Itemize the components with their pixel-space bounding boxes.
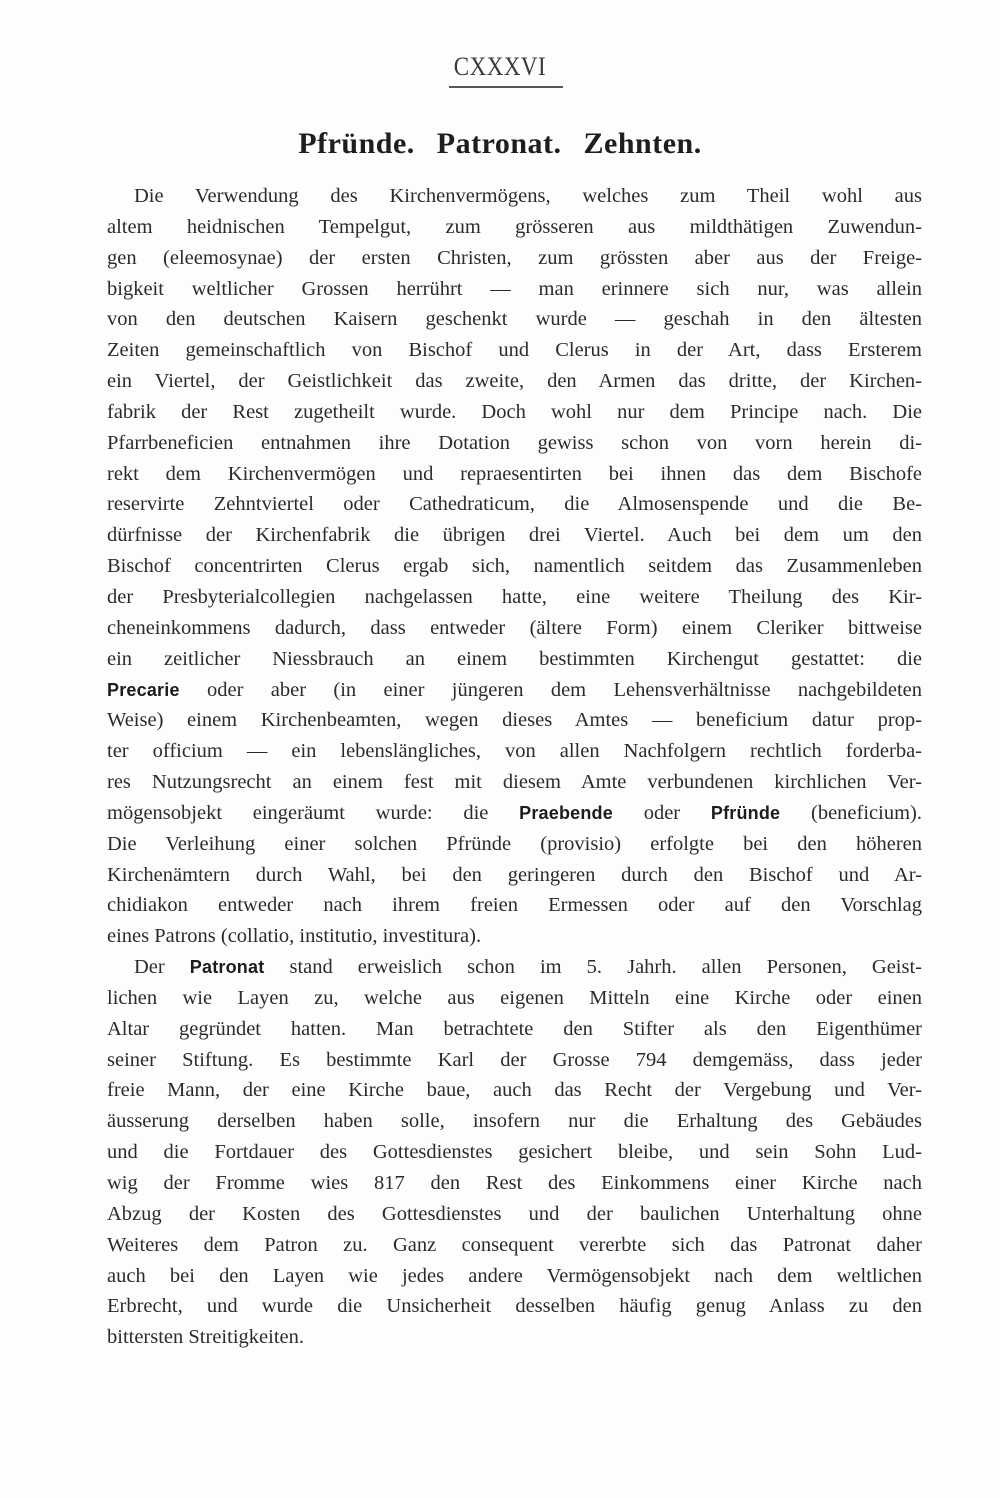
text-run: ter officium — ein lebenslängliches, von allen Nachfolgern rechtlich forderba-: [107, 740, 922, 763]
text-run: dürfnisse der Kirchenfabrik die übrigen drei Viertel. Auch bei dem um den: [107, 524, 922, 547]
paragraph-patronat: [107, 952, 922, 1353]
text-run: ein Viertel, der Geistlichkeit das zweite, den Armen das dritte, der Kirchen-: [107, 370, 922, 393]
text-line: [107, 1045, 922, 1076]
text-line: [107, 798, 922, 829]
text-line: [107, 489, 922, 520]
text-line: [107, 1168, 922, 1199]
text-run: ein zeitlicher Niessbrauch an einem bestimmten Kirchengut gestattet: die: [107, 647, 922, 670]
text-line: [107, 274, 922, 305]
text-line: [107, 890, 922, 921]
text-run: (beneficium).: [780, 801, 922, 824]
text-run: cheneinkommens dadurch, dass entweder (ältere Form) einem Cleriker bittweise: [107, 616, 922, 639]
text-line: [107, 335, 922, 366]
text-run: reservirte Zehntviertel oder Cathedraticum, die Almosenspende und die Be-: [107, 493, 922, 516]
text-run: oder: [612, 801, 711, 824]
text-line: [107, 520, 922, 551]
text-run: Erbrecht, und wurde die Unsicherheit desselben häufig genug Anlass zu den: [107, 1295, 922, 1318]
text-line: [107, 736, 922, 767]
text-line: [107, 1137, 922, 1168]
body-text: [107, 181, 922, 1353]
text-run: Altar gegründet hatten. Man betrachtete den Stifter als den Eigenthümer: [107, 1017, 922, 1040]
text-run: lichen wie Layen zu, welche aus eigenen Mitteln eine Kirche oder einen: [107, 986, 922, 1009]
text-run: Der: [134, 956, 190, 979]
text-line: [107, 1199, 922, 1230]
text-line: [107, 921, 922, 952]
text-run: auch bei den Layen wie jedes andere Vermögensobjekt nach dem weltlichen: [107, 1264, 922, 1287]
text-run: Die Verleihung einer solchen Pfründe (provisio) erfolgte bei den höheren: [107, 832, 922, 855]
text-line: [107, 1106, 922, 1137]
text-line: [107, 1014, 922, 1045]
text-line: [107, 613, 922, 644]
section-title: Pfründe. Patronat. Zehnten.: [298, 127, 702, 160]
text-run: Zeiten gemeinschaftlich von Bischof und Clerus in der Art, dass Ersterem: [107, 339, 922, 362]
paragraph-pfruende: [107, 181, 922, 952]
text-run: freie Mann, der eine Kirche baue, auch das Recht der Vergebung und Ver-: [107, 1079, 922, 1102]
text-run: fabrik der Rest zugetheilt wurde. Doch wohl nur dem Principe nach. Die: [107, 400, 922, 423]
text-line: [107, 675, 922, 706]
text-line: [107, 551, 922, 582]
page-number-rule: [449, 86, 563, 88]
text-line: [107, 582, 922, 613]
text-run: chidiakon entweder nach ihrem freien Ermessen oder auf den Vorschlag: [107, 894, 922, 917]
text-run: stand erweislich schon im 5. Jahrh. allen Personen, Geist-: [264, 956, 923, 979]
text-line: [107, 860, 922, 891]
text-line: [107, 983, 922, 1014]
text-line: [107, 829, 922, 860]
text-run: und die Fortdauer des Gottesdienstes gesichert bleibe, und sein Sohn Lud-: [107, 1141, 922, 1164]
text-run: rekt dem Kirchenvermögen und repraesentirten bei ihnen das dem Bischofe: [107, 462, 922, 485]
text-run: seiner Stiftung. Es bestimmte Karl der Grosse 794 demgemäss, dass jeder: [107, 1048, 922, 1071]
text-run: Kirchenämtern durch Wahl, bei den geringeren durch den Bischof und Ar-: [107, 863, 922, 886]
text-line: [107, 428, 922, 459]
text-line: [107, 1230, 922, 1261]
text-line: [107, 304, 922, 335]
bold-term: Praebende: [519, 802, 613, 823]
text-run: Pfarrbeneficien entnahmen ihre Dotation gewiss schon von vorn herein di-: [107, 431, 922, 454]
text-run: eines Patrons (collatio, institutio, investitura).: [107, 925, 482, 948]
text-run: Die Verwendung des Kirchenvermögens, welches zum Theil wohl aus: [134, 185, 922, 207]
page-number: CXXXVI: [453, 52, 547, 81]
text-line: [107, 366, 922, 397]
text-run: Weiteres dem Patron zu. Ganz consequent vererbte sich das Patronat daher: [107, 1233, 922, 1256]
text-run: äusserung derselben haben solle, insofern nur die Erhaltung des Gebäudes: [107, 1110, 922, 1133]
text-run: Weise) einem Kirchenbeamten, wegen dieses Amtes — beneficium datur prop-: [107, 709, 922, 732]
text-run: der Presbyterialcollegien nachgelassen hatte, eine weitere Theilung des Kir-: [107, 585, 922, 608]
text-line: [107, 1322, 922, 1353]
text-run: res Nutzungsrecht an einem fest mit diesem Amte verbundenen kirchlichen Ver-: [107, 771, 922, 794]
text-run: von den deutschen Kaisern geschenkt wurde — geschah in den ältesten: [107, 308, 922, 331]
text-line: [107, 705, 922, 736]
text-line: [107, 1261, 922, 1292]
bold-term: Pfründe: [710, 802, 781, 823]
text-run: Abzug der Kosten des Gottesdienstes und der baulichen Unterhaltung ohne: [107, 1202, 922, 1225]
text-line: [107, 644, 922, 675]
text-run: mögensobjekt eingeräumt wurde: die: [107, 801, 520, 824]
text-line: [107, 243, 922, 274]
text-line: [107, 181, 922, 212]
text-line: [107, 459, 922, 490]
bold-term: Precarie: [107, 679, 180, 700]
text-run: bigkeit weltlicher Grossen herrührt — man erinnere sich nur, was allein: [107, 277, 922, 300]
bold-term: Patronat: [189, 957, 265, 978]
text-line: [107, 1075, 922, 1106]
text-line: [107, 952, 922, 983]
text-line: [107, 767, 922, 798]
text-run: oder aber (in einer jüngeren dem Lehensverhältnisse nachgebildeten: [179, 678, 922, 701]
text-run: wig der Fromme wies 817 den Rest des Einkommens einer Kirche nach: [107, 1172, 922, 1194]
text-run: altem heidnischen Tempelgut, zum grösseren aus mildthätigen Zuwendun-: [107, 215, 922, 238]
text-run: gen (eleemosynae) der ersten Christen, zum grössten aber aus der Freige-: [107, 246, 922, 269]
text-run: bittersten Streitigkeiten.: [107, 1326, 304, 1349]
text-line: [107, 212, 922, 243]
text-run: Bischof concentrirten Clerus ergab sich, namentlich seitdem das Zusammenleben: [107, 555, 922, 578]
text-line: [107, 397, 922, 428]
text-line: [107, 1291, 922, 1322]
